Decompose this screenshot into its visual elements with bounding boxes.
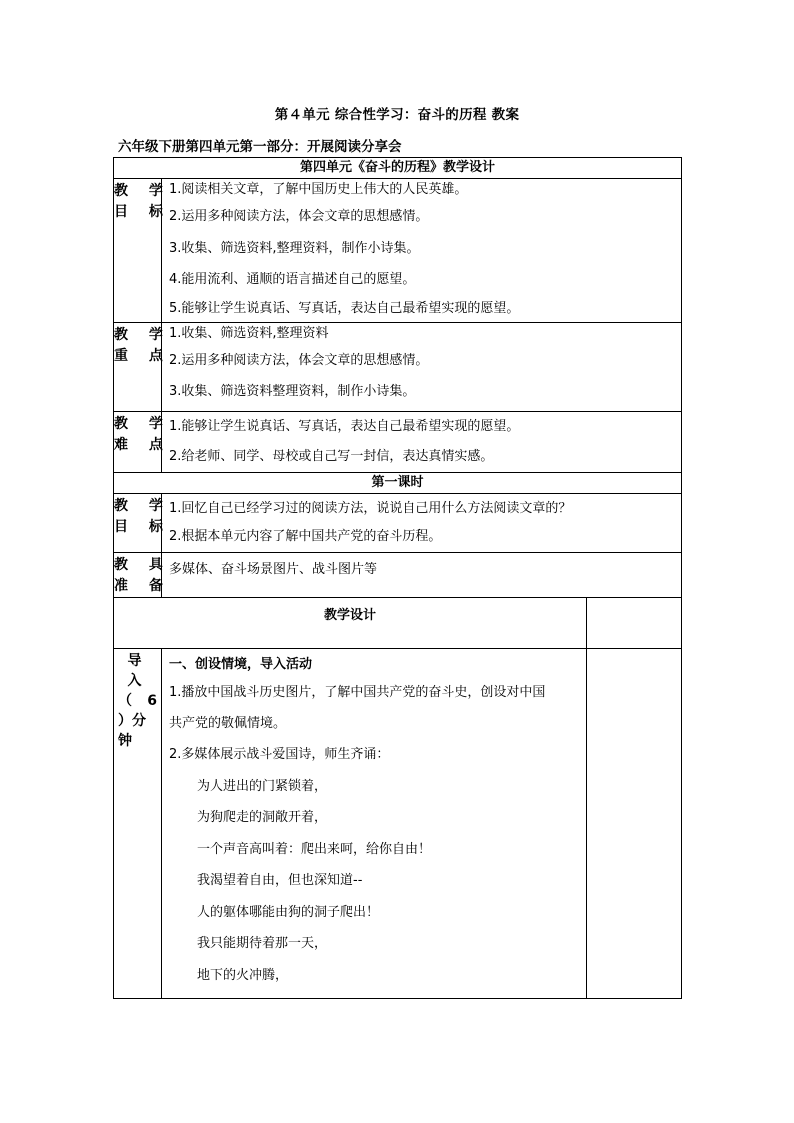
label-lesson-objectives: 教 学 目 标 <box>114 494 162 553</box>
list-item: 2.运用多种阅读方法，体会文章的思想感情。 <box>169 209 429 224</box>
list-item: 3.收集、筛选资料,整理资料，制作小诗集。 <box>169 240 420 256</box>
list-item: 2.多媒体展示战斗爱国诗，师生齐诵： <box>169 747 390 762</box>
lesson-plan-table <box>113 157 682 999</box>
poem-line: 人的躯体哪能由狗的洞子爬出！ <box>197 904 380 920</box>
design-header: 教学设计 <box>114 598 587 649</box>
poem-line: 我渴望着自由，但也深知道-- <box>197 873 363 888</box>
teaching-key-points-content <box>162 322 682 412</box>
teaching-objectives-content <box>162 179 682 323</box>
notes-column <box>587 649 682 999</box>
label-teaching-objectives: 教 学 目 标 <box>114 179 162 323</box>
list-item: 1.能够让学生说真话、写真话，表达自己最希望实现的愿望。 <box>169 419 520 434</box>
poem-line: 我只能期待着那一天， <box>197 936 328 951</box>
list-item: 5.能够让学生说真话、写真话，表达自己最希望实现的愿望。 <box>169 300 520 316</box>
list-item: 2.给老师、同学、母校或自己写一封信，表达真情实感。 <box>169 449 494 464</box>
list-item: 2.运用多种阅读方法，体会文章的思想感情。 <box>169 352 429 368</box>
teaching-difficulties-content <box>162 412 682 473</box>
notes-column-header <box>587 598 682 649</box>
label-introduction: 导 入 （ 6 ）分钟 <box>114 649 162 999</box>
list-item: 1.收集、筛选资料,整理资料 <box>169 325 329 341</box>
list-item: 3.收集、筛选资料整理资料，制作小诗集。 <box>169 384 416 399</box>
list-item: 1.播放中国战斗历史图片，了解中国共产党的奋斗史，创设对中国 <box>169 685 546 700</box>
label-teaching-key-points: 教 学 重 点 <box>114 322 162 412</box>
section-heading: 一、创设情境，导入活动 <box>169 657 313 672</box>
label-teaching-aids: 教 具 准 备 <box>114 553 162 598</box>
list-item: 1.阅读相关文章，了解中国历史上伟大的人民英雄。 <box>169 182 468 197</box>
poem-line: 为狗爬走的洞敞开着， <box>197 810 328 825</box>
list-item: 共产党的敬佩情境。 <box>169 716 287 731</box>
introduction-content <box>162 649 587 999</box>
lesson-title: 第一课时 <box>114 473 682 494</box>
label-teaching-difficulties: 教 学 难 点 <box>114 412 162 473</box>
poem-line: 地下的火冲腾， <box>197 967 289 983</box>
teaching-aids-content <box>162 553 682 598</box>
poem-line: 为人进出的门紧锁着， <box>197 778 328 794</box>
list-item: 1.回忆自己已经学习过的阅读方法，说说自己用什么方法阅读文章的？ <box>169 501 572 516</box>
document-title: 第４单元 综合性学习：奋斗的历程 教案 <box>274 107 520 123</box>
list-item: 4.能用流利、通顺的语言描述自己的愿望。 <box>169 272 416 287</box>
document-subtitle: 六年级下册第四单元第一部分：开展阅读分享会 <box>118 139 402 155</box>
poem-line: 一个声音高叫着：爬出来呵，给你自由！ <box>197 841 432 857</box>
list-item: 多媒体、奋斗场景图片、战斗图片等 <box>169 562 378 577</box>
lesson-objectives-content <box>162 494 682 553</box>
list-item: 2.根据本单元内容了解中国共产党的奋斗历程。 <box>169 529 442 544</box>
table-title: 第四单元《奋斗的历程》教学设计 <box>114 158 682 179</box>
